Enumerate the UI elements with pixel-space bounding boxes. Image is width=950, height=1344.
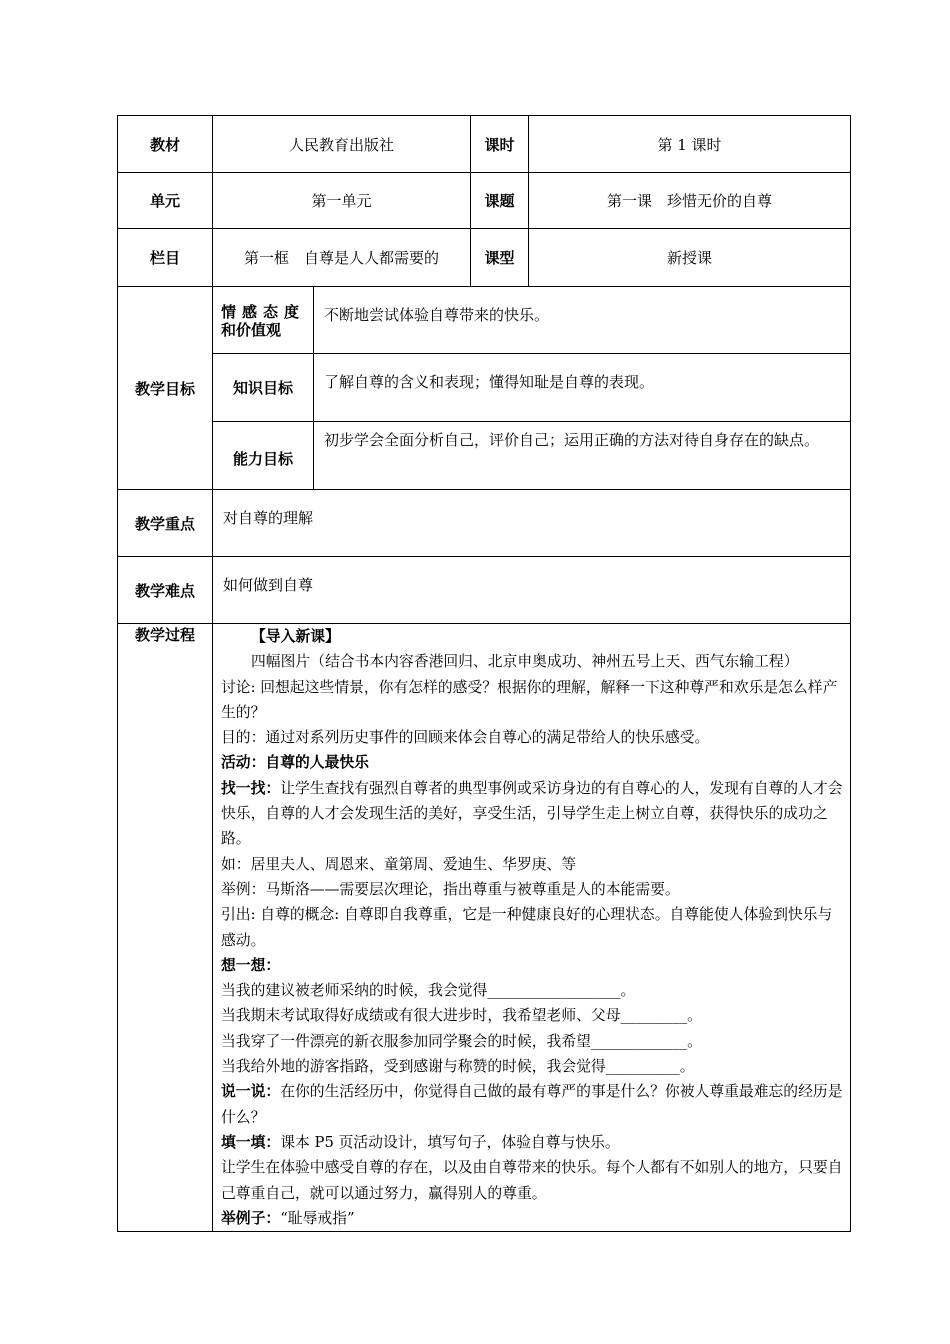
label-key-point: 教学重点 (118, 490, 213, 557)
think-item-3: 当我穿了一件漂亮的新衣服参加同学聚会的时候，我希望_____________。 (221, 1032, 702, 1050)
label-period: 课时 (471, 116, 529, 173)
examples-text: 如：居里夫人、周恩来、童第周、爱迪生、华罗庚、等 (221, 855, 577, 873)
find-paragraph (221, 776, 844, 852)
text-ability-goal: 初步学会全面分析自己，评价自己；运用正确的方法对待自身存在的缺点。 (314, 422, 851, 490)
value-column: 第一框 自尊是人人都需要的 (213, 229, 471, 287)
say-paragraph (221, 1079, 844, 1130)
think-item-4: 当我给外地的游客指路，受到感谢与称赞的时候，我会觉得__________。 (221, 1058, 695, 1076)
label-type: 课型 (471, 229, 529, 287)
label-teaching-process: 教学过程 (118, 624, 213, 1232)
row-process (118, 624, 851, 1232)
lead-text: 引出: 自尊的概念: 自尊即自我尊重，它是一种健康良好的心理状态。自尊能使人体验到快乐与感动。 (221, 906, 833, 949)
fill-text: 课本 P5 页活动设计，填写句子，体验自尊与快乐。 (280, 1133, 620, 1151)
fill-paragraph (221, 1130, 844, 1155)
think-item-2: 当我期末考试取得好成绩或有很大进步时，我希望老师、父母_________。 (221, 1007, 702, 1025)
think-item-1: 当我的建议被老师采纳的时候，我会觉得__________________。 (221, 982, 636, 1000)
lesson-plan-table (117, 115, 851, 1232)
value-unit: 第一单元 (213, 173, 471, 229)
row-column (118, 229, 851, 287)
row-textbook (118, 116, 851, 173)
activity-heading: 活动：自尊的人最快乐 (221, 754, 369, 772)
label-knowledge-goal: 知识目标 (213, 354, 314, 422)
row-goal-knowledge (118, 354, 851, 422)
discuss-text: 讨论: 回想起这些情景，你有怎样的感受？根据你的理解，解释一下这种尊严和欢乐是怎么样产生的？ (221, 678, 838, 721)
intro-text: 四幅图片（结合书本内容香港回归、北京申奥成功、神州五号上天、西气东输工程） (251, 653, 799, 671)
example-label: 举例子： (221, 1209, 281, 1227)
label-ability-goal: 能力目标 (213, 422, 314, 490)
process-content (213, 624, 851, 1232)
fill-label: 填一填： (221, 1133, 281, 1151)
say-text: 在你的生活经历中，你觉得自己做的最有尊严的事是什么？你被人尊重最难忘的经历是什么？ (221, 1083, 843, 1126)
label-unit: 单元 (118, 173, 213, 229)
example-paragraph (221, 1206, 844, 1231)
example-text: “耻辱戒指” (280, 1209, 355, 1227)
label-emotion-values (213, 287, 314, 354)
label-column: 栏目 (118, 229, 213, 287)
text-difficulty: 如何做到自尊 (213, 557, 851, 624)
purpose-text: 目的：通过对系列历史事件的回顾来体会自尊心的满足带给人的快乐感受。 (221, 729, 710, 747)
find-text: 让学生查找有强烈自尊者的典型事例或采访身边的有自尊心的人，发现有自尊的人才会快乐，自尊的人才会发现生活的美好，享受生活，引导学生走上树立自尊，获得快乐的成功之路。 (221, 779, 843, 848)
text-key-point: 对自尊的理解 (213, 490, 851, 557)
value-type: 新授课 (529, 229, 851, 287)
label-teaching-goals: 教学目标 (118, 287, 213, 490)
value-publisher: 人民教育出版社 (213, 116, 471, 173)
experience-text: 让学生在体验中感受自尊的存在，以及由自尊带来的快乐。每个人都有不如别人的地方，只要自己尊重自己，就可以通过努力，赢得别人的尊重。 (221, 1159, 843, 1202)
say-label: 说一说： (221, 1083, 281, 1101)
intro-heading: 【导入新课】 (251, 628, 340, 645)
text-knowledge-goal: 了解自尊的含义和表现；懂得知耻是自尊的表现。 (314, 354, 851, 422)
label-emotion-line1: 情 感 态 度 (221, 303, 299, 321)
row-goal-ability (118, 422, 851, 490)
text-emotion-goal: 不断地尝试体验自尊带来的快乐。 (314, 287, 851, 354)
row-key-point (118, 490, 851, 557)
label-topic: 课题 (471, 173, 529, 229)
cite-text: 举例：马斯洛——需要层次理论，指出尊重与被尊重是人的本能需要。 (221, 880, 680, 898)
value-topic: 第一课 珍惜无价的自尊 (529, 173, 851, 229)
value-period: 第 1 课时 (529, 116, 851, 173)
row-goal-emotion (118, 287, 851, 354)
row-unit (118, 173, 851, 229)
think-label: 想一想： (221, 956, 281, 974)
find-label: 找一找： (221, 779, 281, 797)
row-difficulty (118, 557, 851, 624)
label-emotion-line2: 和价值观 (221, 321, 282, 339)
label-textbook: 教材 (118, 116, 213, 173)
label-difficulty: 教学难点 (118, 557, 213, 624)
